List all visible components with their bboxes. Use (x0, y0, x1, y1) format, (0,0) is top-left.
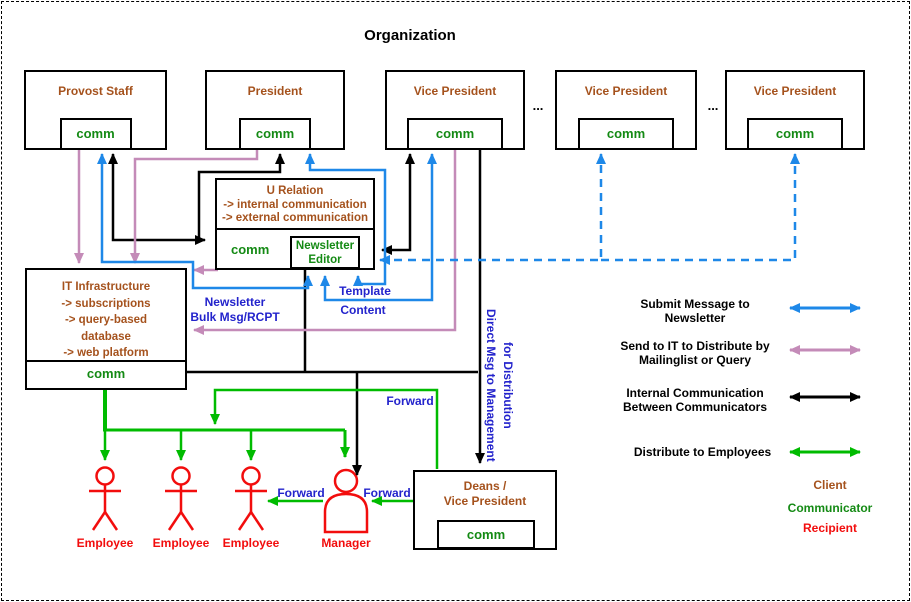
legend-internal-communication (595, 386, 795, 414)
legend-submit-message (615, 297, 775, 325)
comm-box-deans: comm (437, 520, 535, 549)
deans-line2: Vice President (443, 494, 527, 508)
deans-line1: Deans / (463, 479, 507, 493)
it-line2: -> subscriptions (61, 297, 151, 310)
direct-msg-line2: for Distribution (501, 341, 515, 429)
edge-label-template: Template (339, 284, 391, 298)
comm-box-vp2: comm (578, 118, 674, 150)
comm-label-u-relation: comm (231, 242, 270, 257)
legend-internal-line1: Internal Communication (626, 386, 764, 400)
legend-role-recipient: Recipient (802, 521, 857, 535)
comm-box-vp3: comm (747, 118, 843, 150)
legend-role-client: Client (813, 478, 847, 492)
legend-distribute: Distribute to Employees (633, 445, 772, 459)
legend-send-line1: Send to IT to Distribute by (620, 339, 770, 353)
manager-label: Manager (321, 536, 371, 550)
edge-label-newsletter-bulk (164, 295, 306, 325)
deans-title (415, 472, 555, 509)
edge-label-forward-top: Forward (386, 394, 434, 408)
newsletter-editor-line1: Newsletter (295, 240, 355, 252)
node-vice-president-2 (555, 70, 697, 150)
edge-label-forward-deans: Forward (363, 486, 411, 500)
node-provost-staff (24, 70, 167, 150)
edge-label-direct-msg (482, 300, 518, 470)
legend-arrows (790, 308, 860, 452)
node-vice-president-1 (385, 70, 525, 150)
employee-label-3: Employee (222, 536, 280, 550)
manager-figure (325, 470, 367, 532)
legend-send-line2: Mailinglist or Query (638, 353, 752, 367)
comm-box-president: comm (239, 118, 311, 150)
newsletter-editor-box (290, 236, 360, 269)
u-relation-title-area (217, 180, 373, 230)
page-title: Organization (364, 27, 456, 44)
u-relation-title: U Relation (266, 185, 324, 197)
newsletter-label-line1: Newsletter (204, 295, 266, 309)
newsletter-label-line2: Bulk Msg/RCPT (190, 310, 280, 324)
node-u-relation (215, 178, 375, 270)
it-line4: database (81, 330, 131, 343)
legend-internal-line2: Between Communicators (622, 400, 768, 414)
it-line1: IT Infrastructure (61, 281, 151, 293)
legend-submit-line2: Newsletter (664, 311, 726, 325)
edge-label-forward-manager: Forward (277, 486, 325, 500)
legend-role-communicator: Communicator (787, 501, 873, 515)
it-line5: -> web platform (63, 347, 149, 359)
node-president (205, 70, 345, 150)
blue-edges (102, 154, 795, 300)
legend-send-to-it (595, 339, 795, 367)
comm-box-vp1: comm (407, 118, 503, 150)
employee-label-2: Employee (152, 536, 210, 550)
employee-label-1: Employee (76, 536, 134, 550)
direct-msg-line1: Direct Msg to Management (484, 308, 498, 462)
node-vice-president-3 (725, 70, 865, 150)
comm-label-it: comm (86, 366, 126, 381)
ellipsis-2: ... (707, 98, 719, 113)
comm-box-provost: comm (60, 118, 132, 150)
u-relation-line1: -> internal communication (223, 198, 367, 211)
node-label: Vice President (413, 84, 497, 98)
node-it-infrastructure (25, 268, 187, 390)
node-label: Vice President (753, 84, 837, 98)
node-deans-vp (413, 470, 557, 550)
u-relation-line2: -> external communication (221, 212, 369, 224)
ellipsis-1: ... (532, 98, 544, 113)
newsletter-editor-line2: Editor (308, 254, 342, 266)
node-label: Vice President (584, 84, 668, 98)
employee-figure (89, 468, 267, 531)
it-line3: -> query-based (64, 314, 148, 326)
it-title-area (27, 270, 185, 362)
legend-submit-line1: Submit Message to (640, 297, 750, 311)
node-label: Provost Staff (58, 84, 133, 98)
node-label: President (247, 84, 303, 98)
edge-label-content: Content (340, 303, 386, 317)
